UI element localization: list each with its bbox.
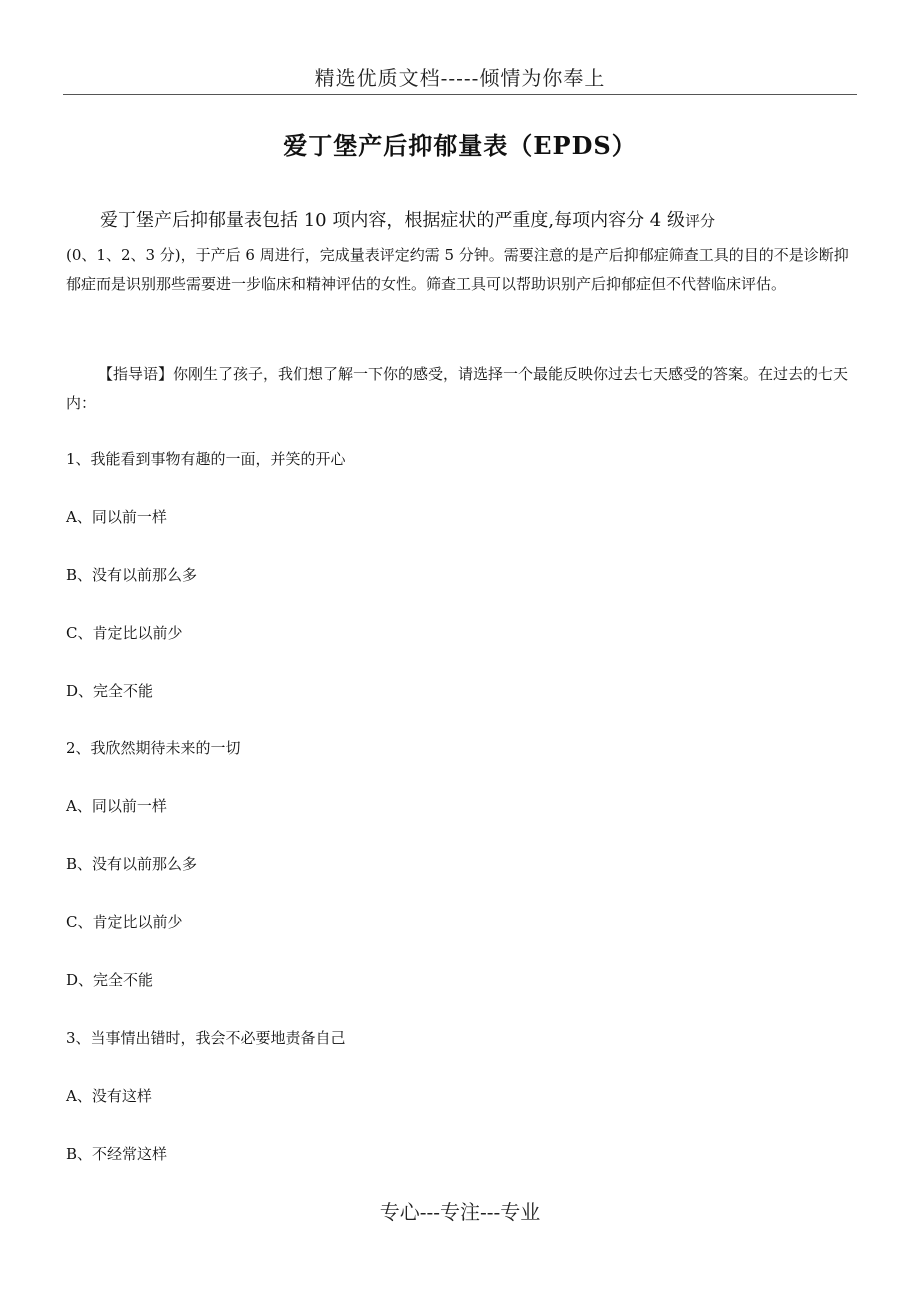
question-1-option-c: C、肯定比以前少 xyxy=(66,624,183,642)
question-1: 1、我能看到事物有趣的一面，并笑的开心 xyxy=(66,450,346,468)
question-2: 2、我欣然期待未来的一切 xyxy=(66,739,241,757)
question-2-option-d: D、完全不能 xyxy=(66,971,154,989)
question-1-option-d: D、完全不能 xyxy=(66,682,154,700)
header-divider xyxy=(63,94,857,95)
question-2-option-c: C、肯定比以前少 xyxy=(66,913,183,931)
question-3-option-a: A、没有这样 xyxy=(66,1087,152,1105)
question-1-option-a: A、同以前一样 xyxy=(66,508,167,526)
document-title: 爱丁堡产后抑郁量表（EPDS） xyxy=(283,131,637,160)
question-2-option-a: A、同以前一样 xyxy=(66,797,167,815)
question-3: 3、当事情出错时，我会不必要地责备自己 xyxy=(66,1029,346,1047)
question-3-option-b: B、不经常这样 xyxy=(66,1145,168,1163)
intro-first-line-tail: 评分 xyxy=(684,212,715,230)
question-1-option-b: B、没有以前那么多 xyxy=(66,566,198,584)
guide-paragraph: 【指导语】你刚生了孩子，我们想了解一下你的感受，请选择一个最能反映你过去七天感受的答案。在过去的七天内： xyxy=(66,365,849,412)
intro-first-line-main: 爱丁堡产后抑郁量表包括 10 项内容，根据症状的严重度,每项内容分 4 级 xyxy=(100,210,685,231)
question-2-option-b: B、没有以前那么多 xyxy=(66,855,198,873)
intro-paragraph: (0、1、2、3 分)，于产后 6 周进行，完成量表评定约需 5 分钟。需要注意的是产后抑郁症筛查工具的目的不是诊断抑郁症而是识别那些需要进一步临床和精神评估的女性。筛查工具可以帮助识别产后抑郁症但不代替临床评估。 xyxy=(66,246,849,293)
page-footer: 专心---专注---专业 xyxy=(379,1200,541,1224)
page-header: 精选优质文档-----倾情为你奉上 xyxy=(314,66,606,90)
intro-first-line xyxy=(100,206,715,232)
